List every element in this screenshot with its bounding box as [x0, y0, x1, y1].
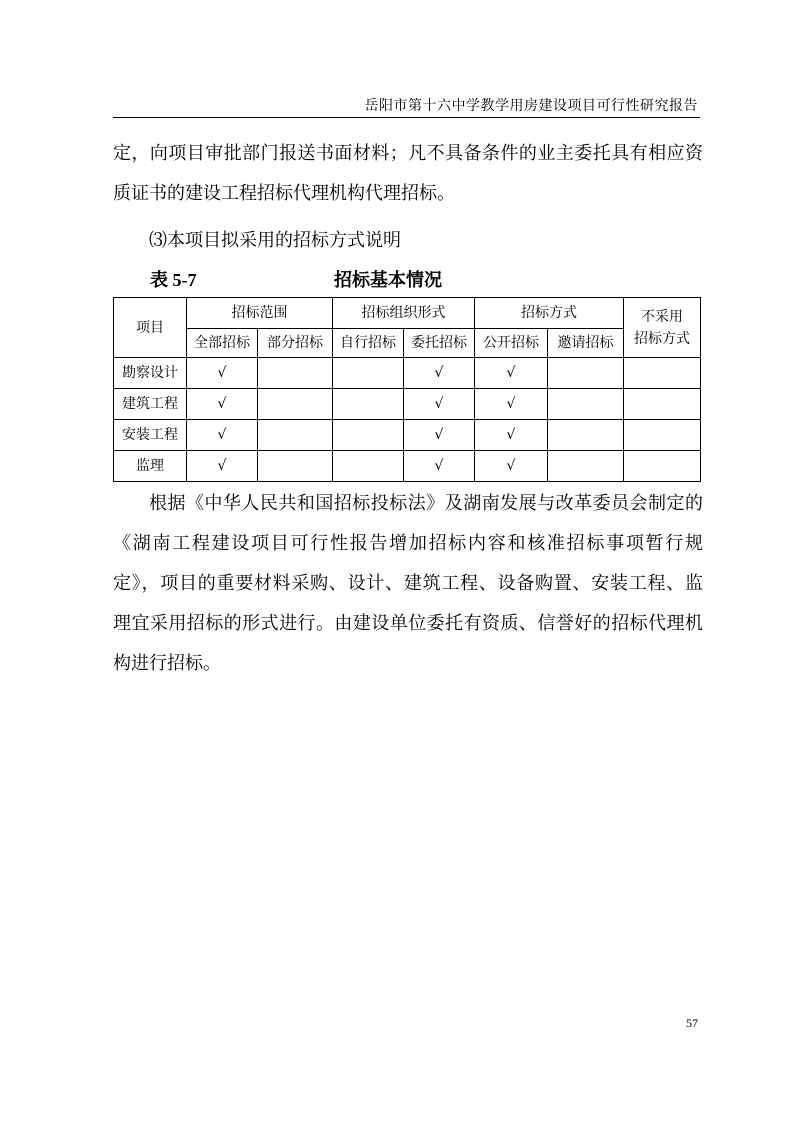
table-cell	[258, 451, 333, 482]
table-cell: √	[187, 389, 258, 420]
table-cell	[624, 358, 701, 389]
row-label: 安装工程	[114, 420, 187, 451]
table-cell	[333, 451, 404, 482]
header-not-adopted-line2: 招标方式	[634, 330, 690, 347]
header-item: 项目	[114, 298, 187, 358]
header-not-adopted	[624, 298, 701, 358]
table-cell	[333, 389, 404, 420]
table-cell	[548, 451, 624, 482]
paragraph-body	[113, 484, 703, 684]
table-cell	[548, 358, 624, 389]
table-row	[114, 420, 701, 451]
row-label: 勘察设计	[114, 358, 187, 389]
table-cell	[548, 389, 624, 420]
table-row	[114, 451, 701, 482]
table-title: 招标基本情况	[334, 270, 442, 290]
table-cell	[624, 420, 701, 451]
table-subheader-row	[114, 329, 701, 358]
table-cell	[333, 420, 404, 451]
text-line: 质证书的建设工程招标代理机构代理招标。	[113, 183, 455, 204]
section-heading	[113, 221, 703, 261]
row-label: 建筑工程	[114, 389, 187, 420]
header-rule	[113, 117, 700, 118]
table-cell: √	[404, 420, 475, 451]
header-not-adopted-line1: 不采用	[641, 308, 683, 325]
text-line: 理宜采用招标的形式进行。由建设单位委托有资质、信誉好的招标代理机	[113, 613, 703, 634]
bidding-table	[113, 297, 701, 482]
row-label: 监理	[114, 451, 187, 482]
table-cell: √	[404, 389, 475, 420]
subheader-cell: 委托招标	[404, 329, 475, 358]
text-line: 根据《中华人民共和国招标投标法》及湖南发展与改革委员会制定的	[149, 493, 703, 514]
table-cell	[258, 420, 333, 451]
table-cell	[548, 420, 624, 451]
page-number: 57	[686, 1016, 698, 1030]
text-line: 定，向项目审批部门报送书面材料；凡不具备条件的业主委托具有相应资	[113, 143, 703, 164]
table-cell: √	[187, 358, 258, 389]
subheader-cell: 部分招标	[258, 329, 333, 358]
table-cell	[333, 358, 404, 389]
table-cell: √	[475, 358, 548, 389]
table-cell	[258, 389, 333, 420]
header-organization: 招标组织形式	[333, 298, 475, 329]
table-header-row	[114, 298, 701, 329]
table-cell	[258, 358, 333, 389]
table-number: 表 5-7	[150, 270, 197, 290]
table-cell: √	[475, 420, 548, 451]
text-line: 定》，项目的重要材料采购、设计、建筑工程、设备购置、安装工程、监	[113, 573, 703, 594]
table-cell: √	[475, 451, 548, 482]
table-cell	[624, 389, 701, 420]
subheader-cell: 公开招标	[475, 329, 548, 358]
table-cell: √	[187, 451, 258, 482]
table-row	[114, 358, 701, 389]
running-header: 岳阳市第十六中学教学用房建设项目可行性研究报告	[364, 98, 698, 114]
table-cell	[624, 451, 701, 482]
paragraph-continuation	[113, 134, 703, 214]
subheader-cell: 自行招标	[333, 329, 404, 358]
table-cell: √	[404, 358, 475, 389]
text-line: 《湖南工程建设项目可行性报告增加招标内容和核准招标事项暂行规	[113, 533, 703, 554]
subheader-cell: 邀请招标	[548, 329, 624, 358]
table-row	[114, 389, 701, 420]
text-line: 构进行招标。	[113, 653, 221, 674]
table-cell: √	[475, 389, 548, 420]
table-cell: √	[187, 420, 258, 451]
table-cell: √	[404, 451, 475, 482]
text-line: ⑶本项目拟采用的招标方式说明	[149, 230, 401, 251]
header-method: 招标方式	[475, 298, 624, 329]
header-scope: 招标范围	[187, 298, 333, 329]
subheader-cell: 全部招标	[187, 329, 258, 358]
